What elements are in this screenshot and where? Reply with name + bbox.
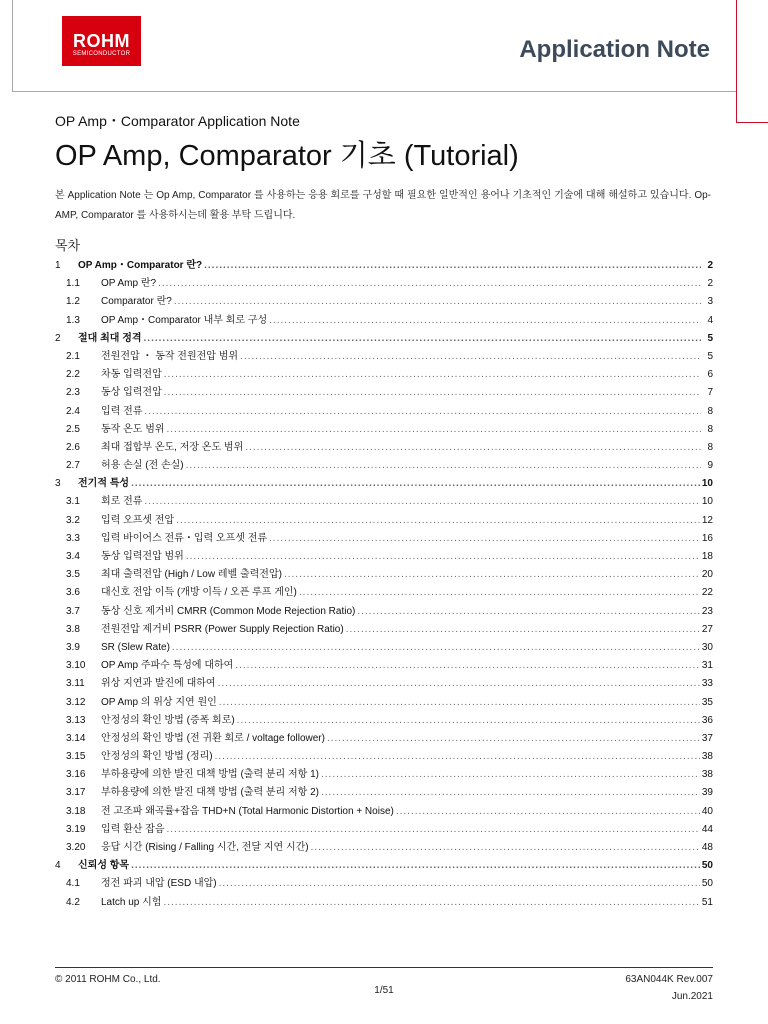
toc-entry-title: OP Amp 란?: [101, 278, 157, 290]
toc-entry-number: 2.5: [66, 423, 80, 435]
toc-entry-number: 2.6: [66, 441, 80, 453]
header-accent-line: [736, 0, 737, 91]
toc-entry-title: 위상 지연과 발진에 대하여: [101, 678, 216, 690]
toc-leader-dots: [204, 257, 701, 275]
toc-entry[interactable]: [55, 493, 713, 511]
toc-entry-title: 대신호 전압 이득 (개방 이득 / 오픈 루프 게인): [101, 587, 297, 599]
toc-entry-page: 5: [707, 350, 713, 362]
toc-entry-title: 부하용량에 의한 발진 대책 방법 (출력 분리 저항 1): [101, 769, 319, 781]
toc-entry-number: 4: [55, 860, 61, 872]
toc-entry[interactable]: [55, 766, 713, 784]
toc-entry[interactable]: [55, 312, 713, 330]
toc-entry-page: 22: [701, 587, 713, 599]
toc-entry-page: 20: [701, 569, 713, 581]
toc-entry-title: 회로 전류: [101, 496, 143, 508]
toc-leader-dots: [269, 530, 700, 548]
toc-entry-number: 2.7: [66, 460, 80, 472]
toc-entry-number: 3.6: [66, 587, 80, 599]
toc-leader-dots: [144, 403, 701, 421]
toc-entry-page: 37: [701, 732, 713, 744]
table-of-contents: [55, 257, 713, 912]
toc-entry-title: OP Amp 주파수 특성에 대하여: [101, 660, 234, 672]
toc-entry-title: 차동 입력전압: [101, 369, 162, 381]
toc-entry-page: 50: [701, 860, 713, 872]
toc-entry-title: Comparator 란?: [101, 296, 172, 308]
toc-leader-dots: [158, 275, 701, 293]
toc-entry-page: 8: [707, 405, 713, 417]
toc-entry[interactable]: [55, 548, 713, 566]
toc-entry[interactable]: [55, 694, 713, 712]
footer-divider: [55, 967, 713, 968]
toc-entry[interactable]: [55, 384, 713, 402]
toc-entry-number: 3.7: [66, 605, 80, 617]
toc-entry-title: 동작 온도 범위: [101, 423, 165, 435]
toc-entry-number: 3.3: [66, 532, 80, 544]
toc-entry-number: 3.2: [66, 514, 80, 526]
toc-entry[interactable]: [55, 421, 713, 439]
toc-entry-title: 신뢰성 항목: [78, 860, 130, 872]
toc-leader-dots: [131, 857, 700, 875]
toc-entry-title: 안정성의 확인 방법 (정리): [101, 751, 213, 763]
toc-leader-dots: [218, 675, 700, 693]
toc-entry-number: 3.16: [66, 769, 86, 781]
toc-leader-dots: [240, 348, 701, 366]
toc-entry-title: 전기적 특성: [78, 478, 130, 490]
footer-page-number: 1/51: [374, 985, 394, 996]
footer-copyright: © 2011 ROHM Co., Ltd.: [55, 974, 161, 985]
toc-entry-number: 1.3: [66, 314, 80, 326]
toc-leader-dots: [164, 366, 701, 384]
toc-entry[interactable]: [55, 784, 713, 802]
toc-leader-dots: [215, 748, 700, 766]
toc-entry[interactable]: [55, 348, 713, 366]
page-title: OP Amp, Comparator 기초 (Tutorial): [55, 140, 519, 172]
toc-heading: 목차: [55, 238, 81, 253]
toc-leader-dots: [321, 766, 700, 784]
toc-entry-title: 전원전압 ・ 동작 전원전압 범위: [101, 350, 239, 362]
toc-entry-page: 30: [701, 641, 713, 653]
toc-entry[interactable]: [55, 657, 713, 675]
toc-leader-dots: [174, 293, 701, 311]
toc-leader-dots: [163, 894, 699, 912]
toc-leader-dots: [311, 839, 700, 857]
toc-entry-page: 27: [701, 623, 713, 635]
toc-entry[interactable]: [55, 639, 713, 657]
toc-entry-number: 3.11: [66, 678, 85, 690]
toc-entry-title: 입력 바이어스 전류・입력 오프셋 전류: [101, 532, 268, 544]
toc-entry-number: 2.1: [66, 350, 80, 362]
toc-entry-title: Latch up 시험: [101, 896, 162, 908]
toc-entry-number: 1.1: [66, 278, 80, 290]
toc-entry-number: 3.17: [66, 787, 86, 799]
toc-entry-number: 3.8: [66, 623, 80, 635]
toc-entry-title: 최대 접합부 온도, 저장 온도 범위: [101, 441, 244, 453]
toc-entry-title: 허용 손실 (전 손실): [101, 460, 184, 472]
toc-entry[interactable]: [55, 730, 713, 748]
toc-leader-dots: [299, 584, 700, 602]
toc-entry-number: 2.3: [66, 387, 80, 399]
toc-entry-page: 48: [701, 842, 713, 853]
toc-entry-number: 3.20: [66, 842, 86, 853]
toc-entry-number: 4.2: [66, 896, 80, 908]
toc-entry-page: 8: [707, 423, 713, 435]
toc-entry-page: 12: [701, 514, 713, 526]
toc-entry-page: 44: [701, 823, 713, 835]
toc-entry[interactable]: [55, 748, 713, 766]
toc-entry-title: 입력 전류: [101, 405, 143, 417]
toc-entry[interactable]: [55, 293, 713, 311]
toc-entry-page: 10: [701, 478, 713, 490]
toc-leader-dots: [131, 475, 700, 493]
toc-entry-page: 5: [707, 332, 713, 344]
toc-entry-number: 3.18: [66, 805, 86, 817]
toc-entry-page: 3: [707, 296, 713, 308]
toc-entry[interactable]: [55, 366, 713, 384]
toc-entry[interactable]: [55, 330, 713, 348]
toc-leader-dots: [167, 421, 701, 439]
toc-entry-title: OP Amp・Comparator 란?: [78, 260, 203, 271]
doc-type-label: Application Note: [519, 36, 710, 63]
toc-entry-number: 3.12: [66, 696, 86, 708]
toc-entry-title: 안정성의 확인 방법 (증폭 회로): [101, 714, 235, 726]
toc-entry-title: 최대 출력전압 (High / Low 레벨 출력전압): [101, 569, 282, 581]
toc-entry-number: 4.1: [66, 878, 80, 890]
toc-entry-number: 3.13: [66, 714, 86, 726]
toc-entry-page: 38: [701, 769, 713, 781]
toc-entry-page: 31: [701, 660, 713, 672]
toc-entry-page: 8: [707, 441, 713, 453]
toc-entry[interactable]: [55, 712, 713, 730]
toc-leader-dots: [219, 694, 700, 712]
toc-entry-title: 정전 파괴 내압 (ESD 내압): [101, 878, 217, 890]
logo-text: ROHM: [73, 31, 130, 51]
toc-entry[interactable]: [55, 584, 713, 602]
footer-date: Jun.2021: [671, 991, 713, 1002]
toc-entry[interactable]: [55, 457, 713, 475]
toc-entry-number: 1: [55, 260, 61, 271]
header-accent-line-horizontal: [736, 122, 768, 123]
header-accent-line-vertical: [736, 91, 737, 122]
toc-leader-dots: [396, 803, 700, 821]
toc-entry-page: 51: [701, 896, 713, 908]
toc-entry[interactable]: [55, 621, 713, 639]
toc-entry[interactable]: [55, 475, 713, 493]
toc-entry-page: 23: [701, 605, 713, 617]
toc-entry-page: 10: [701, 496, 713, 508]
toc-entry-title: 전원전압 제거비 PSRR (Power Supply Rejection Ratio): [101, 623, 344, 635]
toc-entry[interactable]: [55, 566, 713, 584]
toc-leader-dots: [167, 821, 700, 839]
intro-paragraph: 본 Application Note 는 Op Amp, Comparator 를 사용하는 응용 회로를 구성할 때 필요한 일반적인 용어나 기초적인 기술에 대해 해설하고 있습니다. Op-AMP, Comparator 를 사용하시는데 활용 부탁 드립니다.: [55, 190, 711, 221]
toc-entry-number: 3.1: [66, 496, 80, 508]
toc-entry-number: 3.9: [66, 641, 80, 653]
toc-entry-page: 2: [707, 260, 713, 271]
toc-leader-dots: [357, 603, 700, 621]
toc-entry[interactable]: [55, 875, 713, 893]
toc-leader-dots: [172, 639, 700, 657]
toc-leader-dots: [176, 512, 700, 530]
toc-entry-page: 35: [701, 696, 713, 708]
toc-leader-dots: [144, 330, 701, 348]
toc-entry-page: 40: [701, 805, 713, 817]
doc-subtitle: OP Amp・Comparator Application Note: [55, 113, 300, 129]
toc-entry-page: 7: [707, 387, 713, 399]
toc-entry-number: 3: [55, 478, 61, 490]
toc-entry-page: 50: [701, 878, 713, 890]
toc-entry-title: 부하용량에 의한 발진 대책 방법 (출력 분리 저항 2): [101, 787, 319, 799]
toc-leader-dots: [269, 312, 701, 330]
toc-leader-dots: [219, 875, 700, 893]
toc-entry-title: 입력 환산 잡음: [101, 823, 165, 835]
toc-entry-number: 3.5: [66, 569, 80, 581]
toc-entry-number: 2.2: [66, 369, 80, 381]
toc-entry-page: 9: [707, 460, 713, 472]
toc-entry-title: 동상 입력전압: [101, 387, 162, 399]
toc-entry-page: 2: [707, 278, 713, 290]
toc-entry-page: 6: [707, 369, 713, 381]
toc-leader-dots: [284, 566, 700, 584]
toc-leader-dots: [186, 548, 700, 566]
toc-entry-title: SR (Slew Rate): [101, 641, 170, 653]
toc-entry[interactable]: [55, 857, 713, 875]
toc-entry-page: 16: [701, 532, 713, 544]
toc-entry-number: 3.4: [66, 551, 80, 562]
toc-entry-page: 39: [701, 787, 713, 799]
toc-entry-title: 전 고조파 왜곡률+잡음 THD+N (Total Harmonic Distortion + Noise): [101, 805, 394, 817]
toc-entry[interactable]: [55, 803, 713, 821]
toc-entry-number: 3.15: [66, 751, 86, 763]
toc-entry[interactable]: [55, 675, 713, 693]
toc-entry-number: 2: [55, 332, 61, 344]
toc-entry-page: 36: [701, 714, 713, 726]
toc-leader-dots: [186, 457, 701, 475]
toc-entry-number: 3.14: [66, 732, 86, 744]
toc-entry-title: 동상 신호 제거비 CMRR (Common Mode Rejection Ratio): [101, 605, 356, 617]
toc-entry-number: 3.19: [66, 823, 86, 835]
toc-entry[interactable]: [55, 439, 713, 457]
toc-leader-dots: [237, 712, 700, 730]
toc-entry[interactable]: [55, 403, 713, 421]
toc-leader-dots: [235, 657, 700, 675]
toc-entry[interactable]: [55, 275, 713, 293]
rohm-logo: [62, 16, 141, 66]
toc-entry-number: 1.2: [66, 296, 80, 308]
toc-entry-page: 33: [701, 678, 713, 690]
toc-entry[interactable]: [55, 530, 713, 548]
logo-subtext: SEMICONDUCTOR: [72, 51, 131, 57]
toc-leader-dots: [245, 439, 701, 457]
toc-leader-dots: [321, 784, 700, 802]
toc-entry[interactable]: [55, 894, 713, 912]
toc-entry-page: 18: [701, 551, 713, 562]
toc-entry-title: 응답 시간 (Rising / Falling 시간, 전달 지연 시간): [101, 842, 309, 853]
toc-entry-title: OP Amp・Comparator 내부 회로 구성: [101, 314, 268, 326]
toc-entry[interactable]: [55, 821, 713, 839]
toc-entry[interactable]: [55, 257, 713, 275]
toc-entry-number: 2.4: [66, 405, 80, 417]
toc-entry-title: 동상 입력전압 범위: [101, 551, 184, 562]
toc-entry-number: 3.10: [66, 660, 86, 672]
footer-doc-id: 63AN044K Rev.007: [625, 974, 713, 985]
toc-leader-dots: [164, 384, 701, 402]
toc-entry-page: 38: [701, 751, 713, 763]
toc-entry-title: OP Amp 의 위상 지연 원인: [101, 696, 217, 708]
toc-entry[interactable]: [55, 512, 713, 530]
toc-entry-page: 4: [707, 314, 713, 326]
toc-entry-title: 입력 오프셋 전압: [101, 514, 175, 526]
toc-leader-dots: [346, 621, 700, 639]
toc-entry-title: 절대 최대 정격: [78, 332, 142, 344]
toc-leader-dots: [144, 493, 699, 511]
toc-entry-title: 안정성의 확인 방법 (전 귀환 회로 / voltage follower): [101, 732, 325, 744]
toc-leader-dots: [327, 730, 700, 748]
toc-entry[interactable]: [55, 839, 713, 857]
toc-entry[interactable]: [55, 603, 713, 621]
